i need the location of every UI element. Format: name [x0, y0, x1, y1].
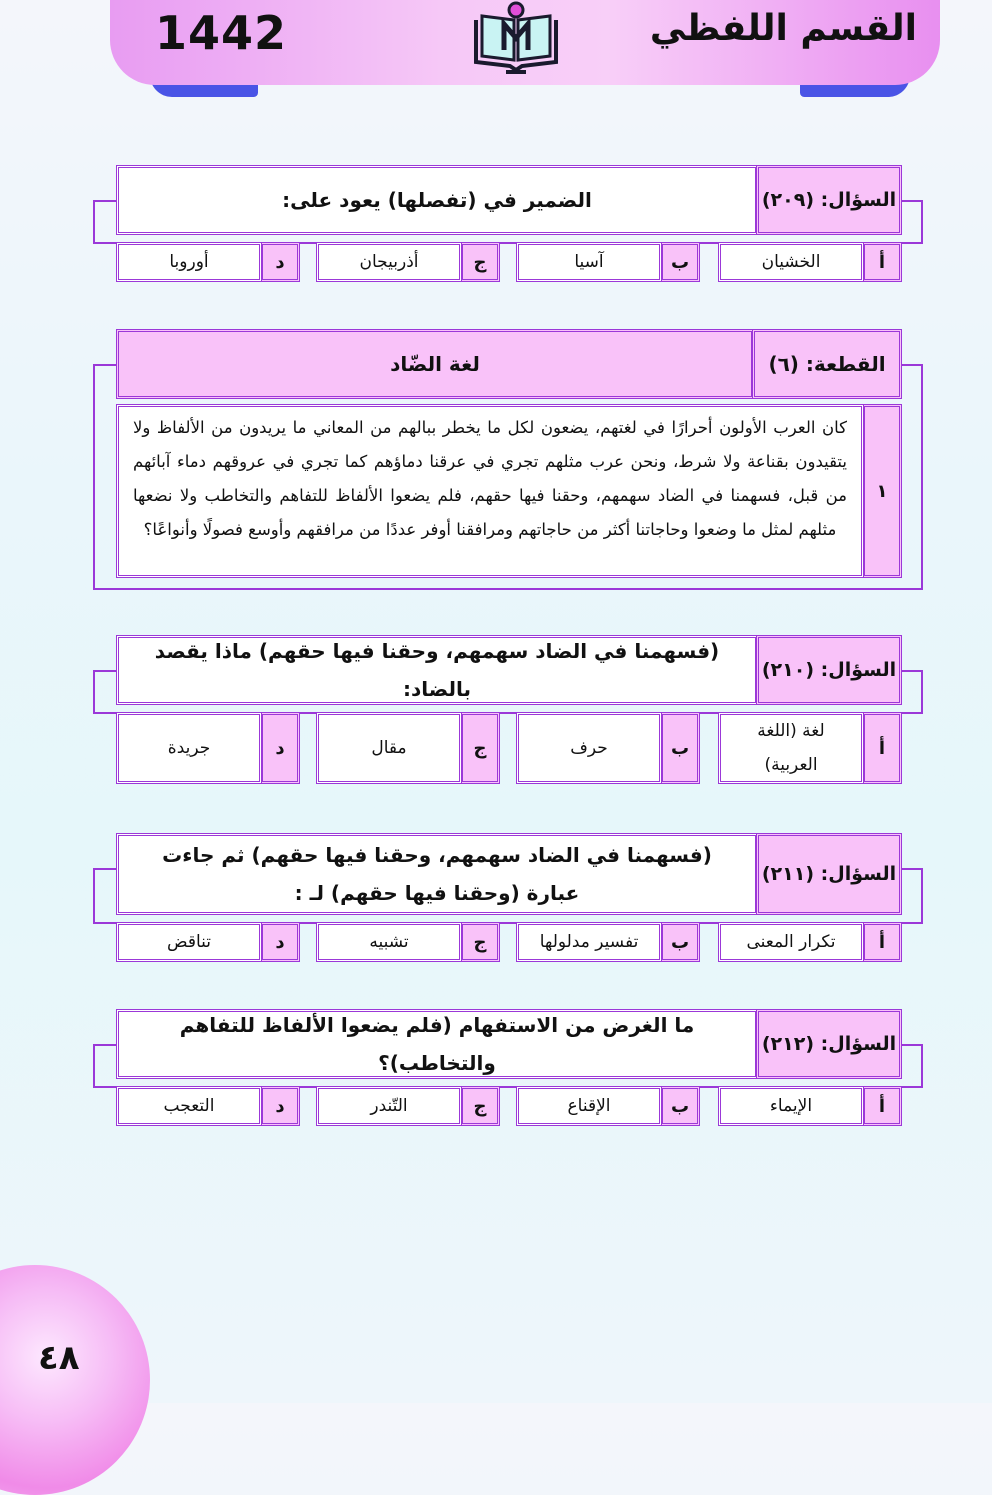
decorative-bubble	[0, 1265, 150, 1495]
option-letter: ب	[660, 242, 700, 282]
paragraph-number: ١	[862, 404, 902, 578]
header-year: 1442	[155, 6, 288, 60]
option-c[interactable]: أذربيجان	[316, 242, 462, 282]
question-text: ما الغرض من الاستفهام (فلم يضعوا الألفاظ للتفاهم والتخاطب)؟	[116, 1009, 758, 1079]
option-c[interactable]: تشبيه	[316, 922, 462, 962]
passage-label: القطعة: (٦)	[752, 329, 902, 399]
option-letter: أ	[862, 922, 902, 962]
option-b[interactable]: حرف	[516, 712, 662, 784]
option-letter: ب	[660, 1086, 700, 1126]
question-label: السؤال: (٢١٢)	[756, 1009, 902, 1079]
option-a[interactable]: تكرار المعنى	[718, 922, 864, 962]
question-label: السؤال: (٢١٠)	[756, 635, 902, 705]
option-d[interactable]: أوروبا	[116, 242, 262, 282]
option-letter: ب	[660, 922, 700, 962]
option-a[interactable]: لغة (اللغة العربية)	[718, 712, 864, 784]
option-letter: د	[260, 242, 300, 282]
option-letter: د	[260, 922, 300, 962]
option-letter: ج	[460, 922, 500, 962]
option-d[interactable]: جريدة	[116, 712, 262, 784]
option-letter: ج	[460, 1086, 500, 1126]
option-letter: ج	[460, 712, 500, 784]
passage-text: كان العرب الأولون أحرارًا في لغتهم، يضعون لكل ما يخطر ببالهم من المعاني ما يريدون من الألفاظ ولا يتقيدون بقناعة ولا شرط، ونحن عرب مثلهم تجري في عرقنا دماؤهم كما تجري في عروقهم دماء آبائهم من قبل، فسهمنا في الضاد سهمهم، وحقنا فيها حقهم، فلم يضعوا الألفاظ للتفاهم والتخاطب ولا نضعها مثلهم لمثل ما وضعوا وحاجاتنا أكثر من حاجاتهم ومرافقنا أوفر عددًا من مرافقهم وأوسع فصولًا وأنواعًا؟	[116, 404, 864, 578]
option-b[interactable]: الإقناع	[516, 1086, 662, 1126]
question-label: السؤال: (٢٠٩)	[756, 165, 902, 235]
option-c[interactable]: مقال	[316, 712, 462, 784]
question-text: (فسهمنا في الضاد سهمهم، وحقنا فيها حقهم) ماذا يقصد بالضاد:	[116, 635, 758, 705]
option-letter: أ	[862, 712, 902, 784]
option-d[interactable]: تناقض	[116, 922, 262, 962]
passage-title: لغة الضّاد	[116, 329, 754, 399]
option-letter: ب	[660, 712, 700, 784]
book-logo-icon	[470, 0, 562, 74]
option-b[interactable]: آسيا	[516, 242, 662, 282]
question-text: (فسهمنا في الضاد سهمهم، وحقنا فيها حقهم) ثم جاءت عبارة (وحقنا فيها حقهم) لـ :	[116, 833, 758, 915]
question-text: الضمير في (تفصلها) يعود على:	[116, 165, 758, 235]
question-label: السؤال: (٢١١)	[756, 833, 902, 915]
option-letter: أ	[862, 242, 902, 282]
page-number: ٤٨	[38, 1338, 80, 1378]
section-title: القسم اللفظي	[649, 8, 917, 49]
option-letter: أ	[862, 1086, 902, 1126]
option-letter: ج	[460, 242, 500, 282]
option-letter: د	[260, 1086, 300, 1126]
option-letter: د	[260, 712, 300, 784]
option-b[interactable]: تفسير مدلولها	[516, 922, 662, 962]
option-a[interactable]: الإيماء	[718, 1086, 864, 1126]
option-d[interactable]: التعجب	[116, 1086, 262, 1126]
option-c[interactable]: التّندر	[316, 1086, 462, 1126]
option-a[interactable]: الخشيان	[718, 242, 864, 282]
